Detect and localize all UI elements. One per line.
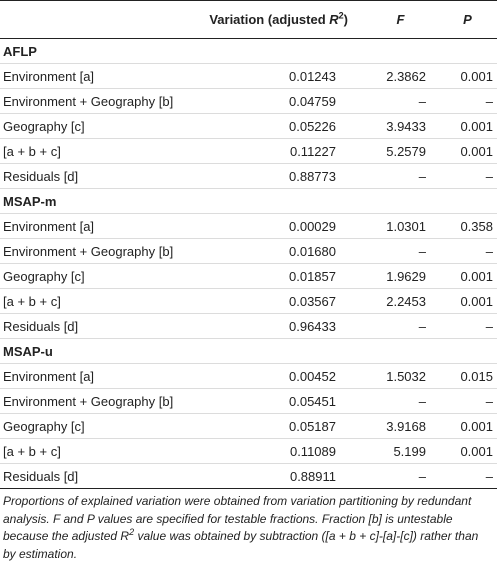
variation-value: 0.05226 [203,114,363,139]
f-value: – [363,314,438,339]
row-label: Environment + Geography [b] [0,239,203,264]
header-empty [0,1,203,39]
header-row [0,1,497,39]
header-variation-sup: 2 [338,10,344,21]
table-row [0,289,497,314]
p-value: 0.001 [438,264,497,289]
section-title: AFLP [0,39,497,64]
variation-value: 0.01857 [203,264,363,289]
row-label: Residuals [d] [0,464,203,489]
p-value: – [438,239,497,264]
row-label: Environment [a] [0,64,203,89]
f-value: 1.9629 [363,264,438,289]
p-value: – [438,464,497,489]
p-value: 0.001 [438,414,497,439]
f-value: – [363,89,438,114]
table-row [0,239,497,264]
p-value: – [438,164,497,189]
row-label: [a + b + c] [0,439,203,464]
table-row [0,414,497,439]
p-value: 0.358 [438,214,497,239]
table-row [0,264,497,289]
variation-value: 0.88911 [203,464,363,489]
f-value: 3.9168 [363,414,438,439]
variation-value: 0.04759 [203,89,363,114]
variation-value: 0.01243 [203,64,363,89]
table-row [0,464,497,489]
f-value: – [363,164,438,189]
p-value: 0.001 [438,439,497,464]
footnote-sup: 2 [129,527,135,537]
section-row [0,39,497,64]
table-header [0,1,497,39]
variation-value: 0.88773 [203,164,363,189]
p-value: – [438,314,497,339]
table-row [0,364,497,389]
f-value: 1.0301 [363,214,438,239]
section-title: MSAP-u [0,339,497,364]
row-label: [a + b + c] [0,289,203,314]
header-p: P [438,1,497,39]
table-body [0,39,497,489]
row-label: Environment [a] [0,214,203,239]
variation-value: 0.05187 [203,414,363,439]
header-variation-text: Variation (adjusted [209,12,330,27]
section-row [0,189,497,214]
table-row [0,439,497,464]
row-label: [a + b + c] [0,139,203,164]
row-label: Geography [c] [0,414,203,439]
table-footnote [0,489,497,563]
variation-value: 0.00452 [203,364,363,389]
footnote-text-1: Proportions of explained variation were obtained from variation partitioning by redundant analysis. F and P values are specified for testable fractions. Fraction [b] is untestable because the adjusted R [3,494,472,543]
p-value: – [438,389,497,414]
p-value: 0.001 [438,139,497,164]
p-value: 0.001 [438,289,497,314]
table-row [0,89,497,114]
row-label: Residuals [d] [0,314,203,339]
f-value: 5.2579 [363,139,438,164]
table-row [0,314,497,339]
header-variation [203,1,363,39]
f-value: 3.9433 [363,114,438,139]
f-value: 2.3862 [363,64,438,89]
p-value: 0.001 [438,114,497,139]
row-label: Environment + Geography [b] [0,389,203,414]
f-value: 5.199 [363,439,438,464]
footnote-text-2: value was obtained by subtraction ([a + b + c]-[a]-[c]) rather than by estimation. [3,529,479,561]
variation-value: 0.00029 [203,214,363,239]
row-label: Geography [c] [0,114,203,139]
variation-value: 0.96433 [203,314,363,339]
table-row [0,139,497,164]
table-row [0,114,497,139]
variation-value: 0.01680 [203,239,363,264]
f-value: 1.5032 [363,364,438,389]
variation-value: 0.11089 [203,439,363,464]
f-value: – [363,239,438,264]
p-value: 0.001 [438,64,497,89]
p-value: 0.015 [438,364,497,389]
row-label: Environment + Geography [b] [0,89,203,114]
header-variation-close: ) [343,12,348,27]
f-value: – [363,464,438,489]
header-f: F [363,1,438,39]
table-row [0,214,497,239]
row-label: Environment [a] [0,364,203,389]
table-row [0,389,497,414]
f-value: – [363,389,438,414]
header-variation-r: R [329,12,339,27]
table-row [0,164,497,189]
section-title: MSAP-m [0,189,497,214]
f-value: 2.2453 [363,289,438,314]
variation-value: 0.11227 [203,139,363,164]
table-row [0,64,497,89]
row-label: Residuals [d] [0,164,203,189]
variation-value: 0.03567 [203,289,363,314]
p-value: – [438,89,497,114]
section-row [0,339,497,364]
variation-value: 0.05451 [203,389,363,414]
row-label: Geography [c] [0,264,203,289]
